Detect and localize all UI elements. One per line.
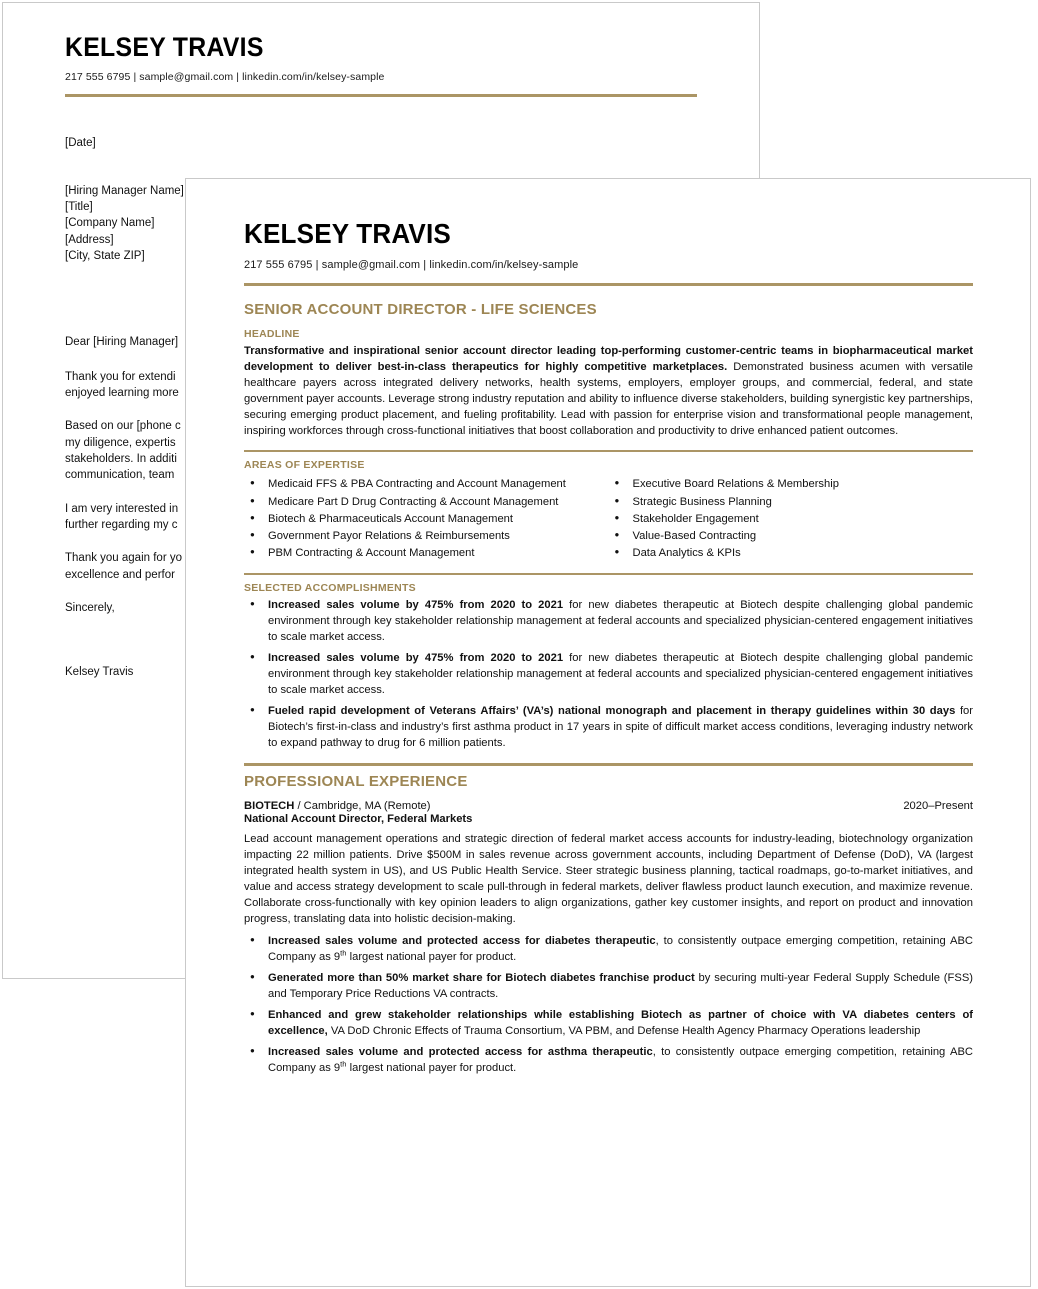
cover-letter-date: [Date]	[65, 137, 96, 150]
bullet-rest-pre: VA DoD Chronic Effects of Trauma Consortium, VA PBM, and Defense Health Agency Pharmacy Operations leadership	[327, 1024, 921, 1037]
selected-accomplishments-list	[244, 597, 973, 751]
section-heading-selected-accomplishments: SELECTED ACCOMPLISHMENTS	[244, 581, 416, 594]
bullet-bold: Increased sales volume and protected access for diabetes therapeutic	[268, 934, 656, 947]
areas-column-right	[609, 473, 974, 561]
list-item: ● Government Payor Relations & Reimbursements	[244, 528, 609, 544]
spacer	[244, 575, 973, 582]
list-item: ● Data Analytics & KPIs	[609, 545, 974, 561]
list-item: ● Executive Board Relations & Membership	[609, 476, 974, 492]
headline-lead: Transformative and inspirational senior account director leading top-performing customer-centric teams in biopharmaceutical market development to deliver best-in-class therapeutics for highly competitive marketplaces.	[244, 345, 973, 374]
list-item: ● Stakeholder Engagement	[609, 511, 974, 527]
resume-name: KELSEY TRAVIS	[244, 218, 451, 249]
bullet-bold: Generated more than 50% market share for Biotech diabetes franchise product	[268, 971, 695, 984]
job-dates: 2020–Present	[903, 799, 973, 812]
resume-content	[186, 179, 1030, 1076]
recipient-line: [Hiring Manager Name]	[65, 184, 184, 197]
list-item: ● Strategic Business Planning	[609, 494, 974, 510]
list-item	[244, 1007, 973, 1039]
job-company: BIOTECH	[244, 799, 295, 812]
recipient-line: [City, State ZIP]	[65, 249, 145, 262]
cover-letter-contact-line: 217 555 6795 | sample@gmail.com | linkedin.com/in/kelsey-sample	[65, 71, 385, 84]
job-role-title: National Account Director, Federal Markets	[244, 812, 473, 825]
spacer	[244, 766, 973, 773]
list-item: ● Medicare Part D Drug Contracting & Account Management	[244, 494, 609, 510]
section-heading-professional-experience: PROFESSIONAL EXPERIENCE	[244, 772, 468, 790]
bullet-rest-pre: , to consistently outpace emerging competition, retaining ABC Company as 9	[268, 934, 973, 963]
paragraph-line: Thank you for extendi	[65, 370, 176, 383]
expertise-list-left	[244, 476, 609, 560]
headline-rest: Demonstrated business acumen with versatile healthcare payers across integrated delivery networks, health systems, employers, employer groups, and commercial, federal, and state government payer accounts. Leverage strong industry reputation and ability to influence diverse stakeholders, building synergistic key partnerships, securing emerging product placement, and fueling profitability. Lead with passion for enterprise vision and transformational people management, inspiring workforces through cross-functional initiatives that boost collaboration and productivity to drive enhanced patient outcomes.	[244, 361, 973, 438]
bullet-bold: Increased sales volume and protected access for asthma therapeutic	[268, 1045, 653, 1058]
accomplishment-rest: for Biotech’s first-in-class and industry’s first asthma product in 17 years in spite of difficult market access conditions, leveraging industry network to expand pathway to drug for 6 million patients.	[268, 704, 974, 749]
ordinal-suffix: th	[340, 1059, 347, 1069]
job-company-location	[244, 800, 431, 812]
accomplishment-bold: Increased sales volume by 475% from 2020 to 2021	[268, 598, 564, 611]
recipient-line: [Address]	[65, 233, 114, 246]
section-heading-headline: HEADLINE	[244, 328, 300, 341]
paragraph-line: enjoyed learning more	[65, 386, 179, 399]
list-item	[244, 970, 973, 1002]
expertise-list-right	[609, 476, 974, 560]
list-item: ● PBM Contracting & Account Management	[244, 545, 609, 561]
paragraph-line: excellence and perfor	[65, 568, 175, 581]
paragraph-line: communication, team	[65, 469, 175, 482]
bullet-rest-pre: by securing multi-year Federal Supply Schedule (FSS) and Temporary Price Reductions VA contracts.	[268, 971, 974, 1000]
headline-paragraph	[244, 343, 973, 439]
resume-header-rule	[244, 283, 973, 286]
list-item	[244, 597, 973, 645]
job-bullet-list	[244, 933, 973, 1076]
paragraph-line: I am very interested in	[65, 502, 179, 515]
bullet-rest-post: largest national payer for product.	[346, 1061, 517, 1074]
job-header-row	[244, 800, 973, 812]
accomplishment-bold: Fueled rapid development of Veterans Affairs’ (VA’s) national monograph and placement in therapy guidelines within 30 days	[268, 704, 956, 717]
resume-contact-line: 217 555 6795 | sample@gmail.com | linkedin.com/in/kelsey-sample	[244, 259, 579, 272]
cover-letter-name: KELSEY TRAVIS	[65, 32, 264, 62]
ordinal-suffix: th	[340, 948, 347, 958]
cover-letter-closing: Sincerely,	[65, 601, 115, 614]
list-item	[244, 650, 973, 698]
bullet-rest-pre: , to consistently outpace emerging competition, retaining ABC Company as 9	[268, 1045, 974, 1074]
accomplishment-rest: for new diabetes therapeutic at Biotech despite challenging global pandemic environment through key stakeholder relationship management at federal accounts and specialized physician-centered engagement initiatives to scale market access.	[268, 651, 973, 696]
list-item	[244, 933, 973, 965]
list-item: ● Biotech & Pharmaceuticals Account Management	[244, 511, 609, 527]
accomplishment-bold: Increased sales volume by 475% from 2020 to 2021	[268, 651, 564, 664]
recipient-line: [Title]	[65, 201, 93, 213]
cover-letter-salutation: Dear [Hiring Manager]	[65, 336, 179, 349]
job-location: / Cambridge, MA (Remote)	[294, 799, 431, 812]
paragraph-line: my diligence, expertis	[65, 436, 176, 449]
areas-column-left	[244, 473, 609, 561]
list-item: ● Medicaid FFS & PBA Contracting and Account Management	[244, 476, 609, 492]
paragraph-line: Thank you again for yo	[65, 552, 182, 565]
resume-target-title: SENIOR ACCOUNT DIRECTOR - LIFE SCIENCES	[244, 301, 597, 319]
paragraph-line: stakeholders. In additi	[65, 452, 177, 465]
paragraph-line: further regarding my c	[65, 518, 178, 531]
cover-letter-signature: Kelsey Travis	[65, 666, 134, 679]
list-item	[244, 703, 973, 751]
bullet-bold: Enhanced and grew stakeholder relationships while establishing Biotech as partner of choice with VA diabetes centers of excellence,	[268, 1008, 973, 1037]
spacer	[244, 452, 973, 459]
resume-page[interactable]	[185, 178, 1031, 1287]
cover-letter-header-rule	[65, 94, 697, 97]
areas-of-expertise-columns	[244, 473, 973, 561]
list-item	[244, 1044, 973, 1076]
section-heading-areas-of-expertise: AREAS OF EXPERTISE	[244, 459, 365, 472]
list-item: ● Value-Based Contracting	[609, 528, 974, 544]
recipient-line: [Company Name]	[65, 217, 155, 230]
bullet-rest-post: largest national payer for product.	[346, 950, 517, 963]
spacer	[244, 318, 973, 328]
job-summary: Lead account management operations and strategic direction of federal market access accounts for industry-leading, biotechnology organization impacting 22 million patients. Drive $500M in sales revenue across government accounts, including Department of Defense (DoD), VA (largest integrated health system in US), and US Public Health Service. Steer strategic business planning, tactical roadmaps, go-to-market initiatives, and value and access strategy development to scale pull-through in federal markets, deliver flawless product launch execution, and maximize revenue. Collaborate cross-functionally with key opinion leaders to align organizations, gather key customer insights, and report on product and innovation progress, translating data into holistic decision-making.	[244, 832, 973, 925]
accomplishment-rest: for new diabetes therapeutic at Biotech despite challenging global pandemic environment through key stakeholder relationship management at federal accounts and specialized physician-centered engagement initiatives to scale market access.	[268, 598, 973, 643]
paragraph-line: Based on our [phone c	[65, 420, 181, 433]
